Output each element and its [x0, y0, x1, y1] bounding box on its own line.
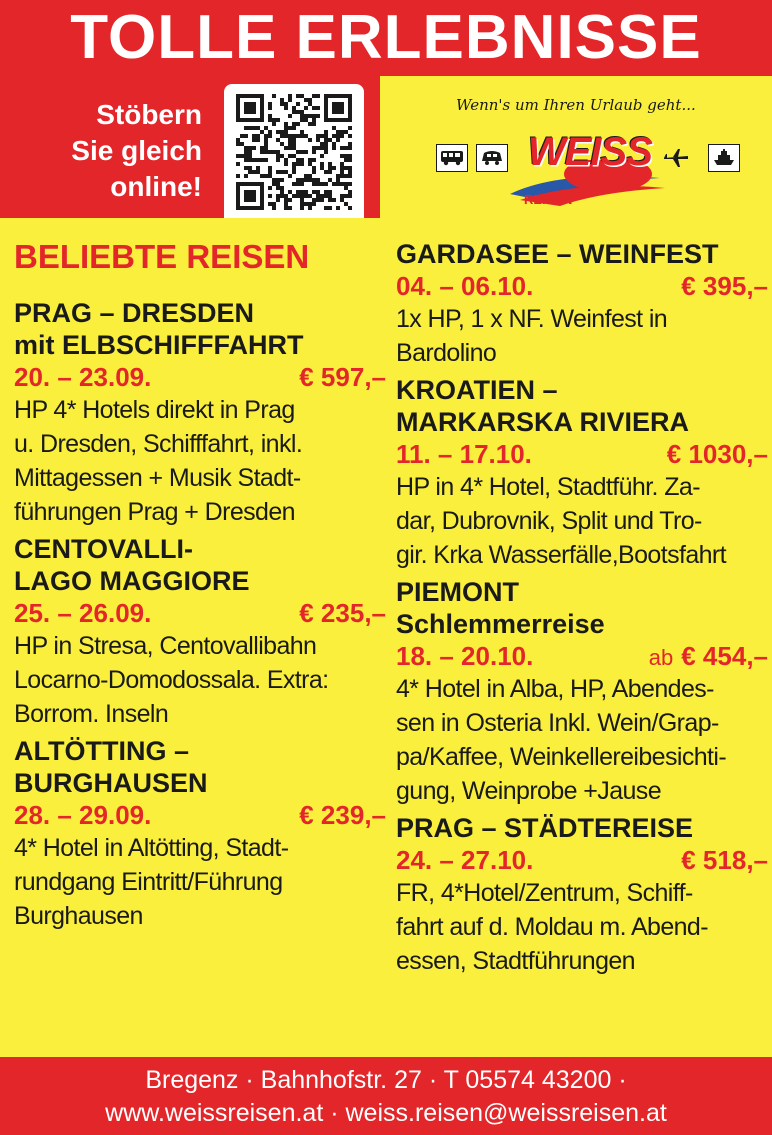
trip-description	[396, 302, 768, 370]
left-column	[14, 218, 386, 937]
trip-description-line: fahrt auf d. Moldau m. Abend-	[396, 913, 708, 941]
trip-price: € 1030,–	[666, 439, 768, 469]
trip-title: GARDASEE – WEINFEST	[396, 239, 719, 269]
logo-name: WEISS	[528, 130, 652, 174]
footer-contact	[0, 1057, 772, 1135]
trip-description-line: essen, Stadtführungen	[396, 947, 635, 975]
trip-description-line: HP 4* Hotels direkt in Prag	[14, 396, 295, 424]
trip-dates: 04. – 06.10.	[396, 271, 534, 301]
trip-description-line: führungen Prag + Dresden	[14, 498, 295, 526]
trip-description-line: Locarno-Domodossala. Extra:	[14, 666, 329, 694]
trip-price: € 518,–	[681, 845, 768, 875]
promo-text	[2, 97, 202, 205]
trip-description-line: FR, 4*Hotel/Zentrum, Schiff-	[396, 879, 693, 907]
trip-description-line: u. Dresden, Schifffahrt, inkl.	[14, 430, 303, 458]
trip-description-line: HP in Stresa, Centovallibahn	[14, 632, 317, 660]
trip-description-line: Borrom. Inseln	[14, 700, 169, 728]
trip-title: ALTÖTTING –	[14, 736, 189, 766]
trip-item	[396, 374, 768, 572]
trip-dates: 25. – 26.09.	[14, 598, 152, 628]
trip-dates: 24. – 27.10.	[396, 845, 534, 875]
trip-date-price	[396, 438, 768, 470]
bus-icon	[436, 144, 468, 172]
promo-line: Stöbern	[96, 99, 202, 130]
right-column	[396, 218, 768, 982]
trip-description-line: Mittagessen + Musik Stadt-	[14, 464, 301, 492]
trip-title: PRAG – DRESDEN	[14, 298, 255, 328]
qr-code[interactable]	[224, 84, 364, 218]
trip-price: € 235,–	[299, 598, 386, 628]
trip-description	[396, 470, 768, 572]
trip-description	[14, 629, 386, 731]
trip-description-line: gir. Krka Wasserfälle,Bootsfahrt	[396, 541, 727, 569]
trip-description-line: gung, Weinprobe +Jause	[396, 777, 662, 805]
trip-date-price	[396, 844, 768, 876]
trip-description	[396, 876, 768, 978]
trip-price: € 239,–	[299, 800, 386, 830]
trip-dates: 18. – 20.10.	[396, 641, 534, 671]
logo-subtitle: REISEN	[524, 192, 573, 207]
trip-title: KROATIEN –	[396, 375, 558, 405]
trip-price: € 395,–	[681, 271, 768, 301]
trip-item	[14, 735, 386, 933]
trip-description	[14, 831, 386, 933]
price-prefix: ab	[648, 645, 674, 670]
trip-title: MARKARSKA RIVIERA	[396, 407, 690, 437]
trip-item	[396, 238, 768, 370]
trip-description-line: Burghausen	[14, 902, 143, 930]
trip-description-line: HP in 4* Hotel, Stadtführ. Za-	[396, 473, 700, 501]
trip-dates: 20. – 23.09.	[14, 362, 152, 392]
trip-title: BURGHAUSEN	[14, 768, 208, 798]
trip-title: Schlemmerreise	[396, 609, 605, 639]
trip-date-price	[14, 799, 386, 831]
trip-price	[649, 640, 768, 674]
promo-line: online!	[110, 171, 202, 202]
ship-icon	[708, 144, 740, 172]
trip-description-line: dar, Dubrovnik, Split und Tro-	[396, 507, 702, 535]
qr-code-icon	[236, 94, 352, 210]
trip-price-value: € 454,–	[681, 641, 768, 671]
trip-dates: 11. – 17.10.	[396, 439, 532, 469]
page-title: TOLLE ERLEBNISSE	[70, 3, 702, 72]
section-heading: BELIEBTE REISEN	[14, 238, 310, 275]
trip-dates: 28. – 29.09.	[14, 800, 152, 830]
trip-item	[396, 812, 768, 978]
trip-description	[396, 672, 768, 808]
trip-title: PIEMONT	[396, 577, 520, 607]
trip-date-price	[14, 597, 386, 629]
trip-description	[14, 393, 386, 529]
trip-description-line: 1x HP, 1 x NF. Weinfest in	[396, 305, 668, 333]
trip-title: CENTOVALLI-	[14, 534, 193, 564]
trip-date-price	[14, 361, 386, 393]
trip-description-line: sen in Osteria Inkl. Wein/Grap-	[396, 709, 719, 737]
trip-description-line: rundgang Eintritt/Führung	[14, 868, 283, 896]
trip-description-line: 4* Hotel in Alba, HP, Abendes-	[396, 675, 714, 703]
trip-date-price	[396, 640, 768, 672]
trip-date-price	[396, 270, 768, 302]
footer-address: Bregenz · Bahnhofstr. 27 · T 05574 43200 ·	[145, 1066, 627, 1094]
logo-slogan: Wenn's um Ihren Urlaub geht...	[456, 96, 696, 114]
trip-title: mit ELBSCHIFFFAHRT	[14, 330, 304, 360]
trip-title: LAGO MAGGIORE	[14, 566, 250, 596]
trip-item	[396, 576, 768, 808]
trip-price: € 597,–	[299, 362, 386, 392]
trip-item	[14, 533, 386, 731]
trip-description-line: Bardolino	[396, 339, 497, 367]
trip-description-line: pa/Kaffee, Weinkellereibesichti-	[396, 743, 727, 771]
promo-line: Sie gleich	[71, 135, 202, 166]
trip-title: PRAG – STÄDTEREISE	[396, 813, 694, 843]
trip-item	[14, 297, 386, 529]
trip-description-line: 4* Hotel in Altötting, Stadt-	[14, 834, 289, 862]
footer-web-email[interactable]: www.weissreisen.at · weiss.reisen@weissreisen.at	[105, 1099, 667, 1127]
